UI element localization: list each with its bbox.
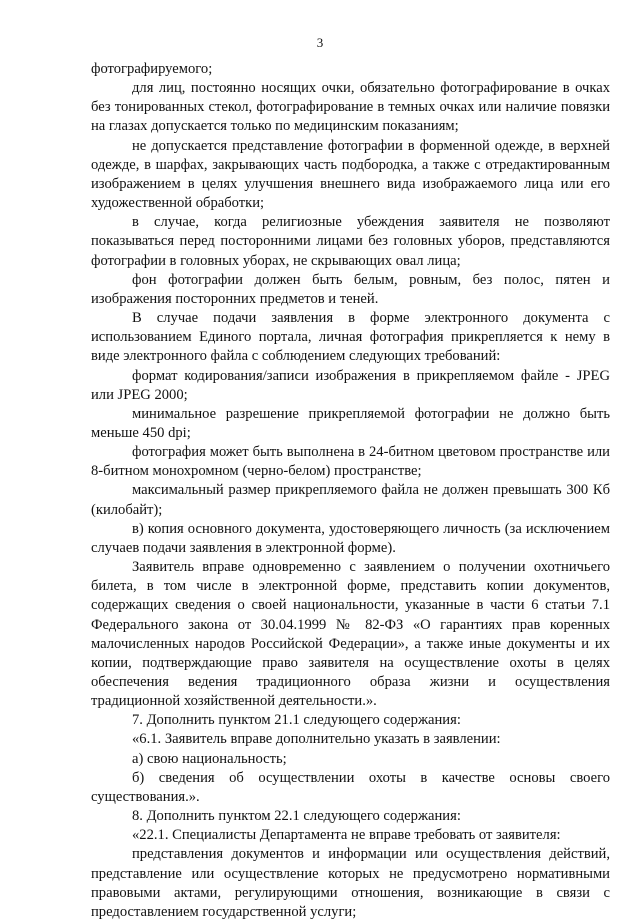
paragraph: формат кодирования/записи изображения в прикрепляемом файле - JPEG или JPEG 2000; [91, 367, 610, 403]
paragraph: фотографируемого; [91, 61, 213, 77]
paragraph: б) сведения об осуществлении охоты в качестве основы своего существования.». [91, 769, 610, 805]
document-body [91, 60, 610, 922]
paragraph: 8. Дополнить пунктом 22.1 следующего содержания: [132, 808, 461, 825]
paragraph: не допускается представление фотографии в форменной одежде, в верхней одежде, в шарфах, закрывающих часть подбородка, а также с отредактированным изображением в целях улучшения внешнего вида изображаемого лица или его художественной обработки; [91, 137, 610, 212]
paragraph: фотография может быть выполнена в 24-битном цветовом пространстве или 8-битном монохромном (черно-белом) пространстве; [91, 444, 610, 480]
paragraph: В случае подачи заявления в форме электронного документа с использованием Единого портала, личная фотография прикрепляется к нему в виде электронного файла с соблюдением следующих требований: [91, 310, 610, 365]
paragraph: «22.1. Специалисты Департамента не вправе требовать от заявителя: [132, 827, 561, 844]
paragraph: в случае, когда религиозные убеждения заявителя не позволяют показываться перед посторонними лицами без головных уборов, представляются фотографии в головных уборах, не скрывающих овал лица; [91, 214, 610, 269]
paragraph: для лиц, постоянно носящих очки, обязательно фотографирование в очках без тонированных стекол, фотографирование в темных очках или наличие повязки на глазах допускается только по медицинским показаниям; [91, 80, 610, 135]
page-number: 3 [316, 35, 324, 50]
paragraph: Заявитель вправе одновременно с заявлением о получении охотничьего билета, в том числе в электронной форме, представить копии документов, содержащих сведения о своей национальности, указанные в части 6 статьи 7.1 Федерального закона от 30.04.1999 № 82-ФЗ «О гарантиях прав коренных малочисленных народов Российской Федерации», а также иные документы и их копии, подтверждающие право заявителя на осуществление охоты в целях обеспечения ведения традиционного образа жизни и осуществления традиционной хозяйственной деятельности.». [91, 559, 610, 710]
paragraph: «6.1. Заявитель вправе дополнительно указать в заявлении: [132, 731, 501, 748]
paragraph: представления документов и информации или осуществления действий, представление или осуществление которых не предусмотрено нормативными правовыми актами, регулирующими отношения, возникающие в связи с предоставлением государственной услуги; [91, 846, 610, 920]
paragraph: фон фотографии должен быть белым, ровным, без полос, пятен и изображения посторонних предметов и теней. [91, 271, 610, 307]
paragraph: минимальное разрешение прикрепляемой фотографии не должно быть меньше 450 dpi; [91, 405, 610, 441]
paragraph: максимальный размер прикрепляемого файла не должен превышать 300 Кб (килобайт); [91, 482, 610, 518]
paragraph: в) копия основного документа, удостоверяющего личность (за исключением случаев подачи заявления в электронной форме). [91, 520, 610, 556]
paragraph: 7. Дополнить пунктом 21.1 следующего содержания: [132, 712, 461, 729]
paragraph: а) свою национальность; [132, 750, 287, 767]
